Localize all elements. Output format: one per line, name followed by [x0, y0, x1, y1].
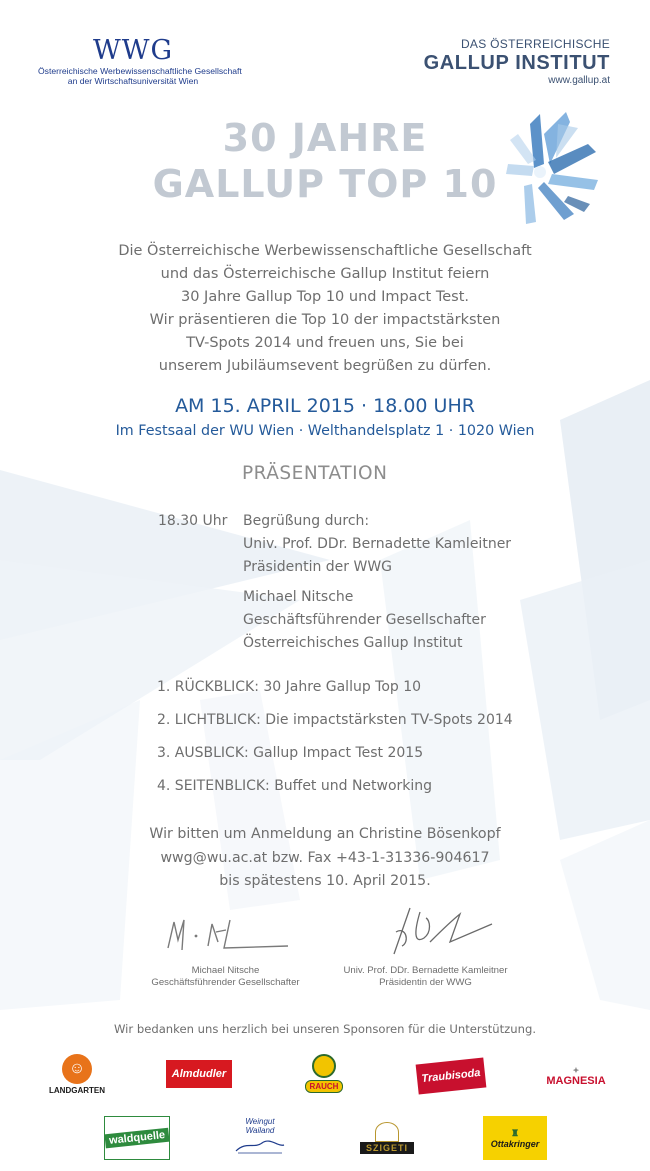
signature-left-caption: [138, 965, 313, 989]
intro-line: unserem Jubiläumsevent begrüßen zu dürfen.: [158, 358, 492, 374]
wailand-wordmark: Weingut Wailand: [245, 1117, 275, 1135]
wwg-logo-line1: Österreichische Werbewissenschaftliche Gesellschaft: [38, 66, 242, 76]
signup-line: Wir bitten um Anmeldung an Christine Bösenkopf: [149, 826, 501, 842]
sponsor-thanks: Wir bedanken uns herzlich bei unseren Sponsoren für die Unterstützung.: [113, 1022, 537, 1036]
sponsor-logo-rauch: [302, 1052, 346, 1094]
gallup-url: www.gallup.at: [548, 75, 610, 86]
rauch-wordmark: RAUCH: [305, 1080, 344, 1093]
speaker2-role: Geschäftsführender Gesellschafter: [243, 612, 486, 628]
wwg-logo-line2: an der Wirtschaftsuniversität Wien: [67, 76, 199, 86]
speaker-block-1: [243, 510, 511, 579]
program-item-2: 2. LICHTBLICK: Die impactstärksten TV-Spots 2014: [157, 712, 513, 728]
signature-right-name: Univ. Prof. DDr. Bernadette Kamleitner: [343, 965, 508, 976]
gallup-logo-line2: GALLUP INSTITUT: [423, 52, 610, 74]
program-item-1: 1. RÜCKBLICK: 30 Jahre Gallup Top 10: [157, 679, 422, 695]
sponsor-logo-szigeti: [355, 1116, 419, 1160]
signature-right-role: Präsidentin der WWG: [379, 977, 472, 988]
sponsor-logo-landgarten: [50, 1050, 104, 1098]
signup-text: [0, 823, 650, 894]
intro-line: 30 Jahre Gallup Top 10 und Impact Test.: [180, 289, 470, 305]
wwg-logo: [38, 35, 242, 86]
waldquelle-wordmark: waldquelle: [104, 1128, 169, 1149]
intro-line: Wir präsentieren die Top 10 der impactstärksten: [149, 312, 501, 328]
greeting-label: Begrüßung durch:: [243, 513, 370, 529]
intro-line: Die Österreichische Werbewissenschaftliche Gesellschaft: [118, 243, 532, 259]
landgarten-emblem: ☺: [62, 1054, 92, 1084]
magnesia-wordmark: MAGNESIA: [546, 1074, 606, 1087]
presentation-time: 18.30 Uhr: [158, 513, 228, 529]
speaker2-name: Michael Nitsche: [243, 589, 354, 605]
intro-text: [0, 240, 650, 378]
wailand-landscape-icon: [234, 1135, 286, 1155]
title-line2: GALLUP TOP 10: [152, 162, 498, 206]
intro-line: TV-Spots 2014 und freuen uns, Sie bei: [186, 335, 464, 351]
gallup-logo-line1: DAS ÖSTERREICHISCHE: [460, 37, 610, 51]
landgarten-wordmark: LANDGARTEN: [49, 1085, 105, 1095]
ottakringer-tower-icon: ♜: [510, 1127, 520, 1138]
sponsor-logo-wailand: [230, 1112, 290, 1160]
szigeti-wordmark: SZIGETI: [360, 1142, 414, 1154]
signature-kamleitner: [380, 902, 500, 960]
signature-nitsche: [160, 910, 295, 958]
event-date: AM 15. APRIL 2015 · 18.00 UHR: [175, 395, 475, 417]
wwg-logo-mark: WWG: [92, 35, 174, 66]
speaker1-name: Univ. Prof. DDr. Bernadette Kamleitner: [243, 536, 512, 552]
speaker2-org: Österreichisches Gallup Institut: [243, 635, 463, 651]
speaker1-role: Präsidentin der WWG: [243, 559, 393, 575]
presentation-heading: PRÄSENTATION: [242, 463, 388, 484]
title-line1: 30 JAHRE: [222, 116, 428, 160]
ottakringer-wordmark: Ottakringer: [490, 1138, 540, 1149]
speaker-block-2: [243, 586, 486, 655]
program-item-4: 4. SEITENBLICK: Buffet und Networking: [157, 778, 433, 794]
rauch-emblem: [312, 1054, 336, 1078]
signup-line: bis spätestens 10. April 2015.: [219, 873, 431, 889]
program-item-3: 3. AUSBLICK: Gallup Impact Test 2015: [157, 745, 424, 761]
magnesia-crest-icon: ✦: [572, 1065, 580, 1075]
sponsor-logo-traubisoda: Traubisoda: [416, 1058, 487, 1095]
sponsor-logo-waldquelle: [104, 1116, 170, 1160]
sponsor-logo-almdudler: Almdudler: [166, 1060, 232, 1088]
gallup-logo: [424, 36, 610, 88]
signature-right-caption: [328, 965, 523, 989]
sponsor-logo-magnesia: [540, 1062, 612, 1090]
signup-line: wwg@wu.ac.at bzw. Fax +43-1-31336-904617: [160, 849, 490, 866]
signature-left-role: Geschäftsführender Gesellschafter: [151, 977, 300, 988]
szigeti-crest-icon: [375, 1122, 399, 1142]
event-venue: Im Festsaal der WU Wien · Welthandelsplatz 1 · 1020 Wien: [115, 423, 535, 439]
signature-left-name: Michael Nitsche: [191, 965, 260, 976]
intro-line: und das Österreichische Gallup Institut feiern: [160, 266, 490, 282]
sponsor-logo-ottakringer: [483, 1116, 547, 1160]
